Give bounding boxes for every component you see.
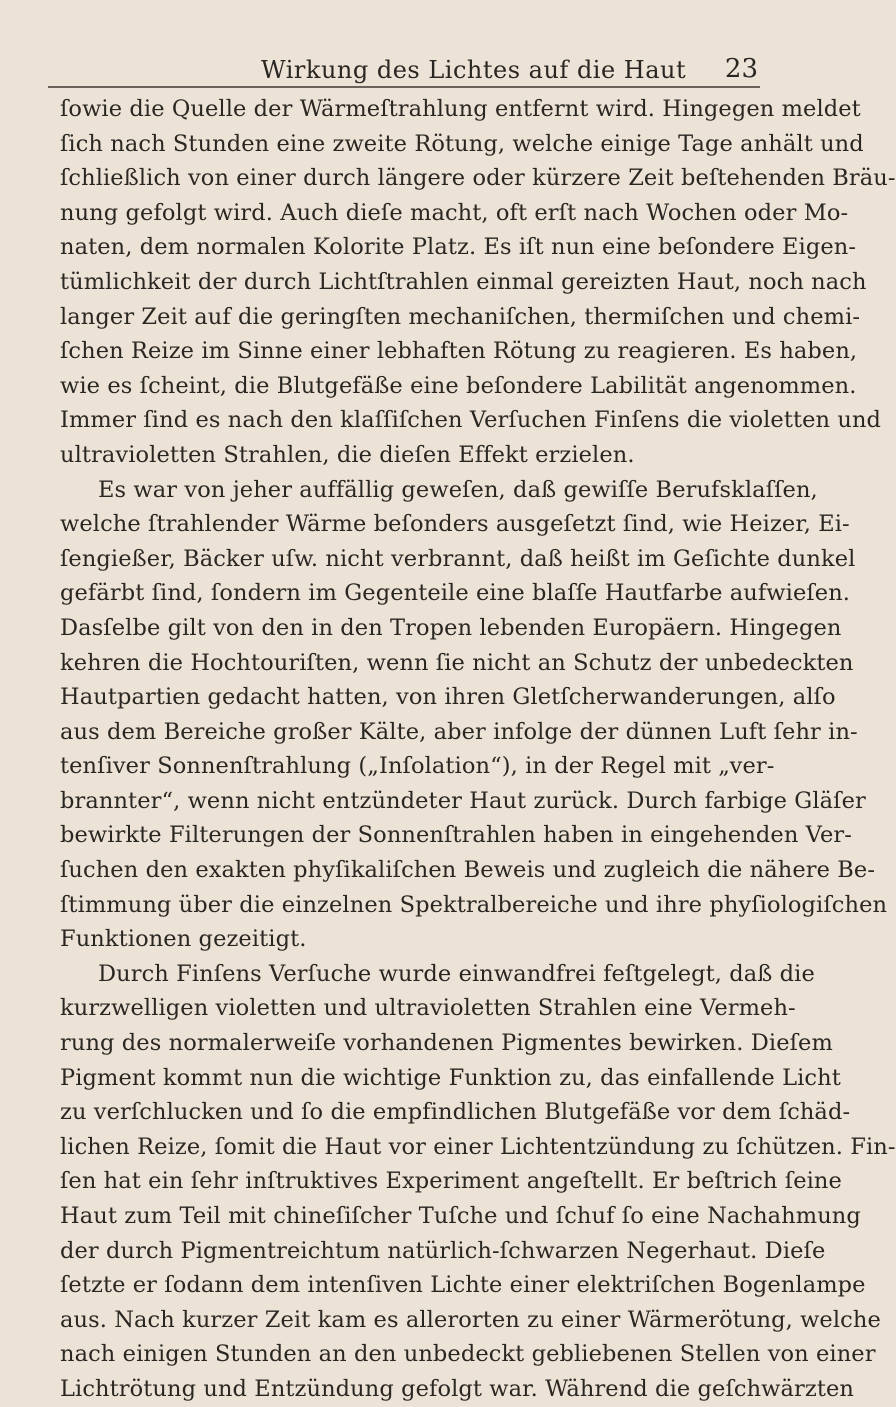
text-line: ſtimmung über die einzelnen Spektralbereiche und ihre phyſiologiſchen: [60, 891, 888, 918]
text-line: gefärbt ſind, ſondern im Gegenteile eine blaſſe Hautfarbe aufwieſen.: [60, 580, 851, 607]
text-line: aus. Nach kurzer Zeit kam es allerorten zu einer Wärmerötung, welche: [60, 1306, 881, 1333]
text-line: Durch Finſens Verſuche wurde einwandfrei feſtgelegt, daß die: [98, 960, 815, 987]
text-line: rung des normalerweiſe vorhandenen Pigmentes bewirken. Dieſem: [60, 1030, 833, 1057]
text-line: Lichtrötung und Entzündung gefolgt war. Während die geſchwärzten: [60, 1375, 854, 1402]
running-head: [48, 56, 760, 96]
text-line: ſchen Reize im Sinne einer lebhaften Rötung zu reagieren. Es haben,: [60, 338, 858, 365]
body-text: [60, 92, 896, 1407]
text-line: tümlichkeit der durch Lichtſtrahlen einmal gereizten Haut, noch nach: [60, 268, 867, 295]
text-line: Pigment kommt nun die wichtige Funktion zu, das einfallende Licht: [60, 1064, 841, 1091]
text-line: kurzwelligen violetten und ultravioletten Strahlen eine Vermeh-: [60, 995, 796, 1022]
text-line: tenſiver Sonnenſtrahlung („Inſolation“), in der Regel mit „ver-: [60, 753, 775, 780]
text-line: Immer ſind es nach den klaſſiſchen Verſuchen Finſens die violetten und: [60, 407, 882, 434]
text-line: ſowie die Quelle der Wärmeſtrahlung entfernt wird. Hingegen meldet: [60, 96, 861, 122]
text-line: welche ſtrahlender Wärme beſonders ausgeſetzt ſind, wie Heizer, Ei-: [60, 511, 850, 538]
text-line: ultravioletten Strahlen, die dieſen Effekt erzielen.: [60, 441, 635, 468]
text-line: nach einigen Stunden an den unbedeckt gebliebenen Stellen von einer: [60, 1341, 876, 1368]
text-line: wie es ſcheint, die Blutgefäße eine beſondere Labilität angenommen.: [60, 372, 857, 399]
text-line: nung gefolgt wird. Auch dieſe macht, oft erſt nach Wochen oder Mo-: [60, 199, 849, 226]
text-line: kehren die Hochtouriſten, wenn ſie nicht an Schutz der unbedeckten: [60, 649, 854, 676]
text-line: brannter“, wenn nicht entzündeter Haut zurück. Durch farbige Gläſer: [60, 787, 866, 814]
text-line: naten, dem normalen Kolorite Platz. Es iſt nun eine beſondere Eigen-: [60, 234, 857, 261]
text-line: ſich nach Stunden eine zweite Rötung, welche einige Tage anhält und: [60, 130, 864, 157]
text-line: zu verſchlucken und ſo die empfindlichen Blutgefäße vor dem ſchäd-: [60, 1099, 851, 1126]
text-line: Hautpartien gedacht hatten, von ihren Gletſcherwanderungen, alſo: [60, 684, 836, 711]
text-line: aus dem Bereiche großer Kälte, aber infolge der dünnen Luft ſehr in-: [60, 718, 858, 745]
text-line: langer Zeit auf die geringſten mechaniſchen, thermiſchen und chemi-: [60, 303, 861, 330]
text-line: ſchließlich von einer durch längere oder kürzere Zeit beſtehenden Bräu-: [60, 165, 896, 192]
text-line: lichen Reize, ſomit die Haut vor einer Lichtentzündung zu ſchützen. Fin-: [60, 1133, 896, 1160]
text-line: der durch Pigmentreichtum natürlich-ſchwarzen Negerhaut. Dieſe: [60, 1237, 826, 1264]
page-number: 23: [717, 54, 758, 84]
text-line: bewirkte Filterungen der Sonnenſtrahlen haben in eingehenden Ver-: [60, 822, 852, 849]
text-line: Dasſelbe gilt von den in den Tropen lebenden Europäern. Hingegen: [60, 614, 842, 641]
text-line: ſengießer, Bäcker uſw. nicht verbrannt, daß heißt im Geſichte dunkel: [60, 545, 856, 572]
text-line: Es war von jeher auffällig geweſen, daß gewiſſe Berufsklaſſen,: [98, 476, 818, 503]
running-head-title: Wirkung des Lichtes auf die Haut: [253, 56, 694, 84]
text-line: Funktionen gezeitigt.: [60, 926, 307, 953]
text-line: ſuchen den exakten phyſikaliſchen Beweis und zugleich die nähere Be-: [60, 857, 876, 884]
text-line: Haut zum Teil mit chineſiſcher Tuſche und ſchuf ſo eine Nachahmung: [60, 1203, 861, 1229]
text-line: ſetzte er ſodann dem intenſiven Lichte einer elektriſchen Bogenlampe: [60, 1272, 866, 1299]
header-rule: [48, 86, 760, 88]
text-line: ſen hat ein ſehr inſtruktives Experiment angeſtellt. Er beſtrich ſeine: [60, 1168, 842, 1195]
